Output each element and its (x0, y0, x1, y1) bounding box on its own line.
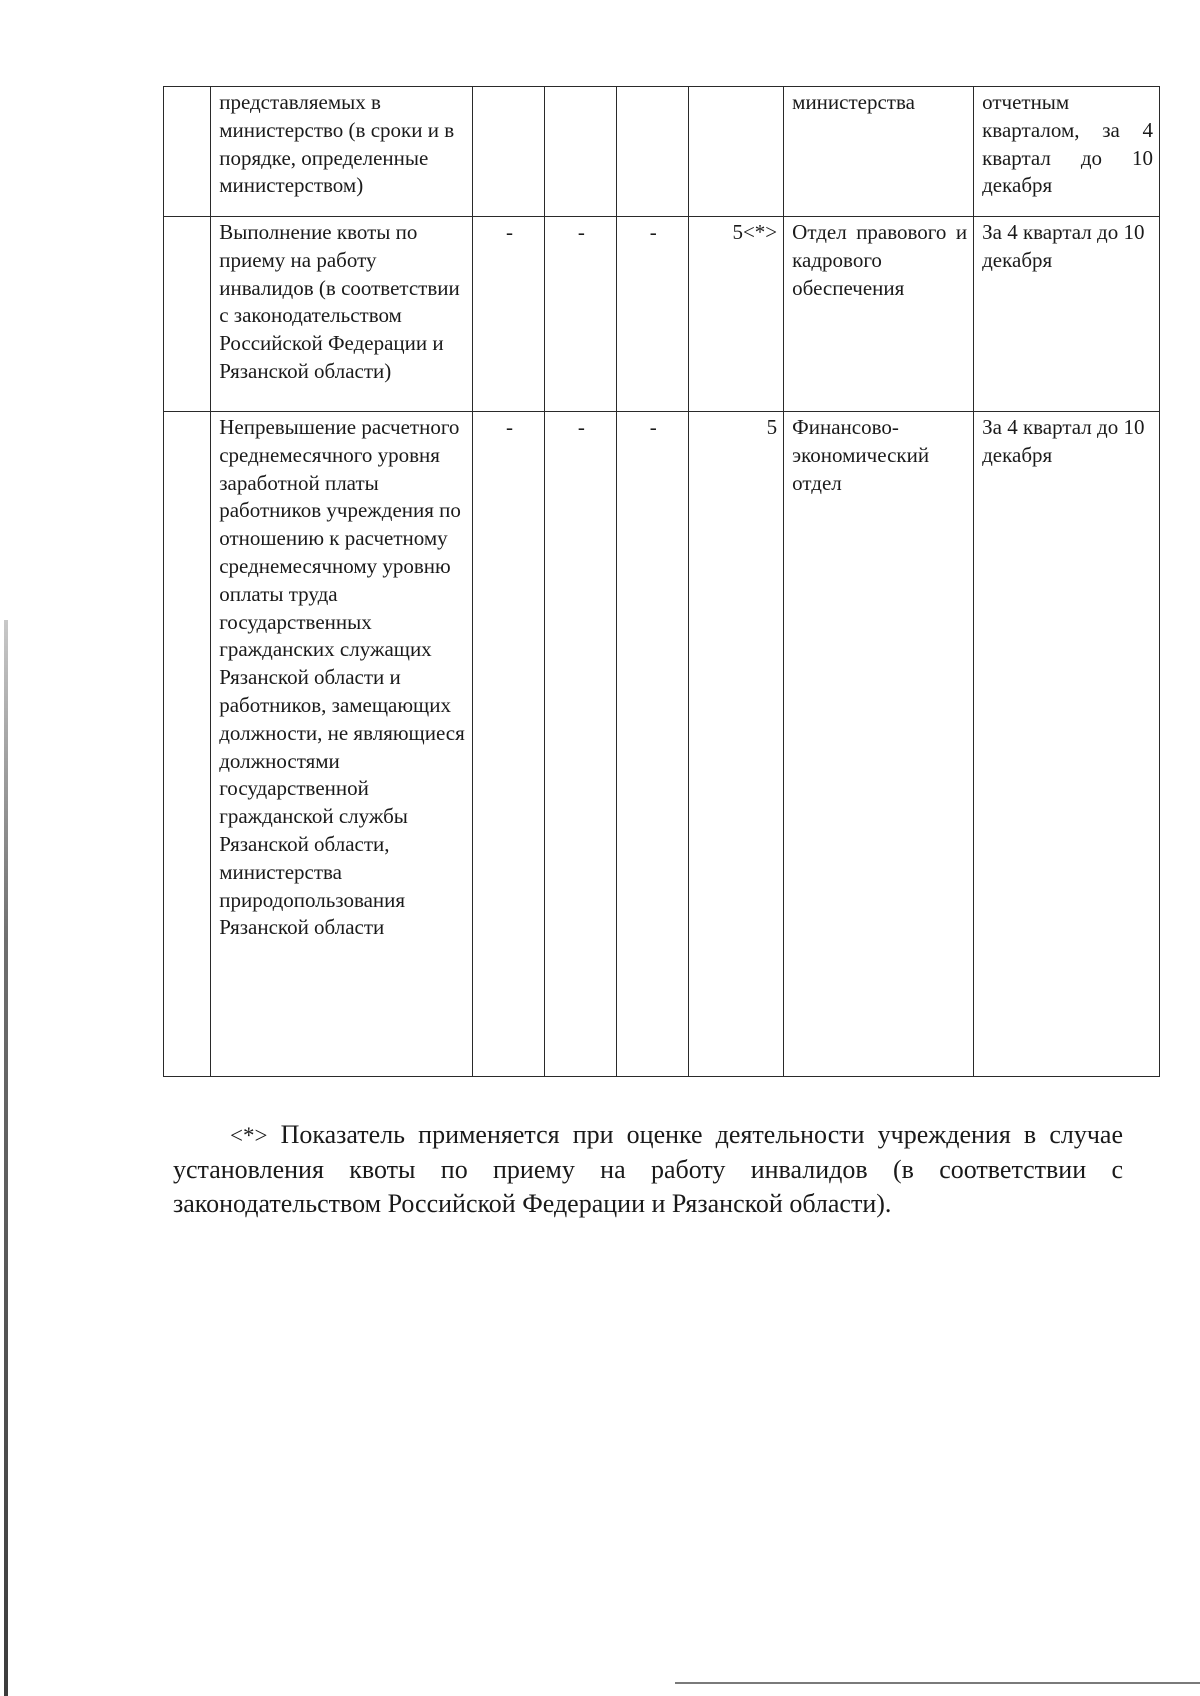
responsible-cell: Финансово-экономический отдел (784, 412, 974, 1077)
value-cell-4 (688, 87, 783, 217)
term-cell: отчетным кварталом, за 4 квартал до 10 декабря (974, 87, 1160, 217)
term-cell: За 4 квартал до 10 декабря (974, 217, 1160, 412)
value-cell-4: 5<*> (688, 217, 783, 412)
table-row (164, 412, 1160, 1077)
indicator-name-cell: Выполнение квоты по приему на работу инвалидов (в соответствии с законодательством Российской Федерации и Рязанской области) (211, 217, 473, 412)
value-cell-4: 5 (688, 412, 783, 1077)
responsible-cell: Отдел правового и кадрового обеспечения (784, 217, 974, 412)
value-cell-3 (616, 87, 688, 217)
footnote-marker: <*> (230, 1123, 268, 1148)
value-cell-1: - (473, 217, 545, 412)
value-cell-2: - (544, 412, 616, 1077)
indicator-name-cell: Непревышение расчетного среднемесячного уровня заработной платы работников учреждения по отношению к расчетному среднемесячному уровню оплаты труда государственных гражданских служащих Рязанской области и работников, замещающих должности, не являющиеся должностями государственной гражданской службы Рязанской области, министерства природопользования Рязанской области (211, 412, 473, 1077)
number-cell (164, 412, 211, 1077)
value-cell-1: - (473, 412, 545, 1077)
number-cell (164, 217, 211, 412)
term-cell: За 4 квартал до 10 декабря (974, 412, 1160, 1077)
indicators-table (163, 86, 1160, 1077)
table-row (164, 87, 1160, 217)
value-cell-3: - (616, 217, 688, 412)
scan-edge-shadow (4, 620, 8, 1696)
value-cell-3: - (616, 412, 688, 1077)
scan-bottom-line (675, 1682, 1200, 1684)
responsible-cell: министерства (784, 87, 974, 217)
indicator-name-cell: представляемых в министерство (в сроки и в порядке, определенные министерством) (211, 87, 473, 217)
footnote (173, 1118, 1123, 1221)
value-cell-2 (544, 87, 616, 217)
footnote-text: Показатель применяется при оценке деятельности учреждения в случае установления квоты по приему на работу инвалидов (в соответствии с законодательством Российской Федерации и Рязанской области). (173, 1120, 1124, 1218)
value-cell-2: - (544, 217, 616, 412)
number-cell (164, 87, 211, 217)
table-row (164, 217, 1160, 412)
value-cell-1 (473, 87, 545, 217)
